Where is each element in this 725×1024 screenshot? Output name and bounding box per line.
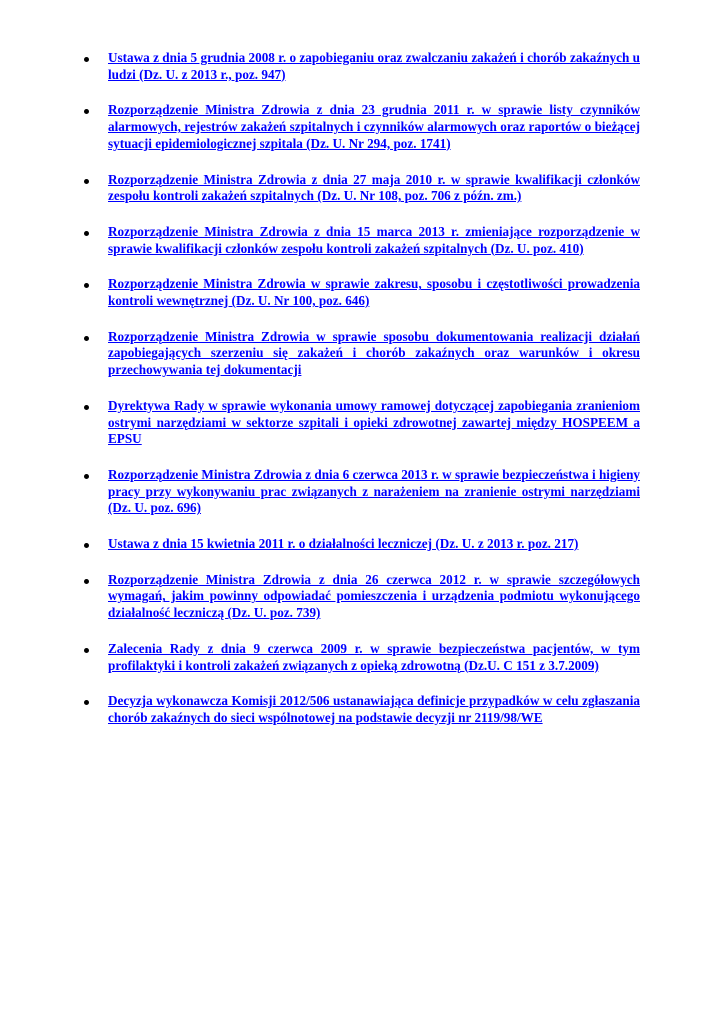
bullet-icon [84, 648, 89, 653]
legal-act-link[interactable]: Rozporządzenie Ministra Zdrowia z dnia 27 maja 2010 r. w sprawie kwalifikacji członków zespołu kontroli zakażeń szpitalnych (Dz. U. Nr 108, poz. 706 z późn. zm.) [108, 171, 640, 204]
list-item [84, 572, 640, 622]
bullet-icon [84, 579, 89, 584]
legal-act-link[interactable]: Ustawa z dnia 15 kwietnia 2011 r. o działalności leczniczej (Dz. U. z 2013 r. poz. 217) [108, 536, 579, 552]
list-item [84, 536, 640, 553]
legal-act-link[interactable]: Rozporządzenie Ministra Zdrowia w sprawie sposobu dokumentowania realizacji działań zapobiegających szerzeniu się zakażeń i chorób zakaźnych oraz warunków i okresu przechowywania tej dokumentacji [108, 328, 640, 378]
list-item [84, 398, 640, 448]
legal-act-link[interactable]: Rozporządzenie Ministra Zdrowia z dnia 23 grudnia 2011 r. w sprawie listy czynników alarmowych, rejestrów zakażeń szpitalnych i czynników alarmowych oraz raportów o bieżącej sytuacji epidemiologicznej szpitala (Dz. U. Nr 294, poz. 1741) [108, 102, 640, 151]
legal-act-link[interactable]: Rozporządzenie Ministra Zdrowia z dnia 6 czerwca 2013 r. w sprawie bezpieczeństwa i higieny pracy przy wykonywaniu prac związanych z narażeniem na zranienie ostrymi narzędziami (Dz. U. poz. 696) [108, 466, 640, 516]
legal-act-link[interactable]: Dyrektywa Rady w sprawie wykonania umowy ramowej dotyczącej zapobiegania zranieniom ostrymi narzędziami w sektorze szpitali i opieki zdrowotnej zawartej między HOSPEEM a EPSU [108, 397, 640, 447]
bullet-icon [84, 231, 89, 236]
list-item [84, 276, 640, 309]
legal-act-link[interactable]: Decyzja wykonawcza Komisji 2012/506 ustanawiająca definicje przypadków w celu zgłaszania chorób zakaźnych do sieci wspólnotowej na podstawie decyzji nr 2119/98/WE [108, 693, 640, 725]
list-item [84, 50, 640, 83]
bullet-icon [84, 405, 89, 410]
list-item [84, 172, 640, 205]
legal-act-link[interactable]: Rozporządzenie Ministra Zdrowia z dnia 15 marca 2013 r. zmieniające rozporządzenie w sprawie kwalifikacji członków zespołu kontroli zakażeń szpitalnych (Dz. U. poz. 410) [108, 223, 640, 256]
legal-act-link[interactable]: Ustawa z dnia 5 grudnia 2008 r. o zapobieganiu oraz zwalczaniu zakażeń i chorób zakaźnych u ludzi (Dz. U. z 2013 r., poz. 947) [108, 50, 640, 82]
legal-act-link[interactable]: Zalecenia Rady z dnia 9 czerwca 2009 r. w sprawie bezpieczeństwa pacjentów, w tym profilaktyki i kontroli zakażeń związanych z opieką zdrowotną (Dz.U. C 151 z 3.7.2009) [108, 640, 640, 673]
bullet-icon [84, 109, 89, 114]
list-item [84, 693, 640, 726]
list-item [84, 102, 640, 152]
bullet-icon [84, 700, 89, 705]
bullet-icon [84, 283, 89, 288]
bullet-icon [84, 336, 89, 341]
list-item [84, 329, 640, 379]
legal-act-link[interactable]: Rozporządzenie Ministra Zdrowia z dnia 26 czerwca 2012 r. w sprawie szczegółowych wymagań, jakim powinny odpowiadać pomieszczenia i urządzenia podmiotu wykonującego działalność leczniczą (Dz. U. poz. 739) [108, 571, 640, 621]
bullet-icon [84, 543, 89, 548]
bullet-icon [84, 179, 89, 184]
legal-act-link[interactable]: Rozporządzenie Ministra Zdrowia w sprawie zakresu, sposobu i częstotliwości prowadzenia kontroli wewnętrznej (Dz. U. Nr 100, poz. 646) [108, 276, 640, 309]
bullet-icon [84, 474, 89, 479]
list-item [84, 224, 640, 257]
list-item [84, 641, 640, 674]
list-item [84, 467, 640, 517]
legal-acts-list [84, 50, 640, 746]
bullet-icon [84, 57, 89, 62]
